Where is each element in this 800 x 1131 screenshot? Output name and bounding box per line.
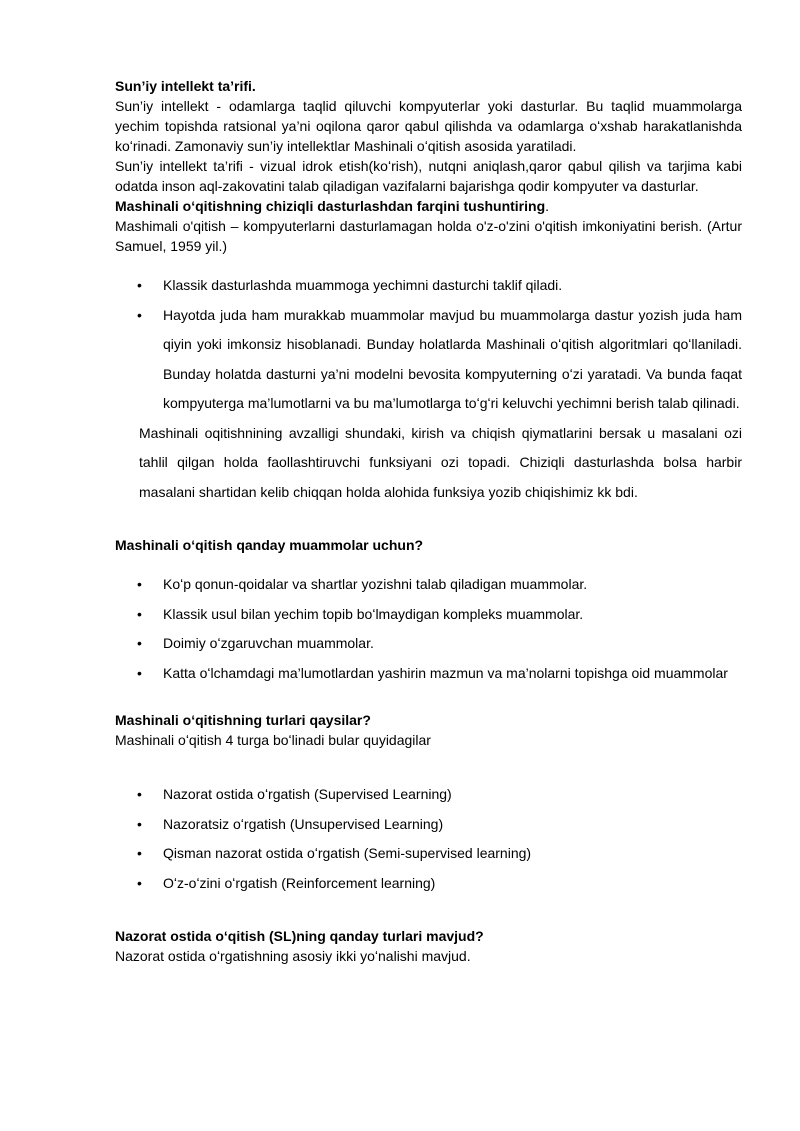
heading-ml-types: Mashinali oʻqitishning turlari qaysilar?	[115, 712, 371, 728]
paragraph-sl-types: Nazorat ostida oʻrgatishning asosiy ikki yoʻnalishi mavjud.	[115, 948, 471, 964]
list-item-text: Qisman nazorat ostida oʻrgatish (Semi-supervised learning)	[163, 845, 532, 861]
heading-ai-definition: Sun’iy intellekt ta’rifi.	[115, 78, 256, 94]
list-item-text: Nazoratsiz oʻrgatish (Unsupervised Learning)	[163, 815, 444, 832]
bullet-icon: •	[137, 874, 142, 891]
list-item	[115, 839, 742, 869]
heading-ml-problems: Mashinali oʻqitish qanday muammolar uchun?	[115, 537, 424, 553]
bullet-icon: •	[137, 845, 142, 861]
heading-ml-vs-programming	[115, 196, 742, 216]
list-item-text: Katta oʻlchamdagi ma’lumotlardan yashirin mazmun va ma’nolarni topishga oid muammolar	[163, 664, 728, 681]
list-item	[115, 659, 742, 689]
bullet-icon: •	[137, 277, 142, 293]
paragraph-ml-advantage: Mashinali oqitishnining avzalligi shundaki, kirish va chiqish qiymatlarini bersak u masalani ozi tahlil qilgan holda faollashtiruvchi funksiyani ozi topadi. Chiziqli dasturlashda bolsa harbir masalani shartidan kelib chiqqan holda alohida funksiya yozib chiqishimiz kk bdi.	[139, 424, 742, 500]
list-item	[115, 869, 742, 899]
heading-ml-vs-programming-text: Mashinali oʻqitishning chiziqli dasturlashdan farqini tushuntiring	[115, 198, 546, 214]
heading-sl-types: Nazorat ostida oʻqitish (SL)ning qanday turlari mavjud?	[115, 928, 484, 944]
list-item-text: Nazorat ostida oʻrgatish (Supervised Learning)	[163, 786, 452, 802]
list-item	[115, 271, 742, 301]
document-body	[115, 76, 742, 966]
bullet-icon: •	[137, 605, 142, 622]
list-item	[115, 600, 742, 630]
bullet-icon: •	[137, 635, 142, 651]
bullet-list-ml-types	[115, 780, 742, 898]
list-item-text: Klassik dasturlashda muammoga yechimni dasturchi taklif qiladi.	[163, 277, 563, 293]
list-item-text: Klassik usul bilan yechim topib boʻlmaydigan kompleks muammolar.	[163, 605, 584, 622]
bullet-icon: •	[137, 815, 142, 832]
bullet-list-ml-vs-programming	[115, 271, 742, 419]
list-item-text: Doimiy oʻzgaruvchan muammolar.	[163, 635, 374, 651]
list-item	[115, 780, 742, 810]
list-item-text: Koʻp qonun-qoidalar va shartlar yozishni talab qiladigan muammolar.	[163, 576, 588, 592]
paragraph-ml-types: Mashinali oʻqitish 4 turga boʻlinadi bular quyidagilar	[115, 732, 431, 748]
list-item	[115, 301, 742, 419]
bullet-icon: •	[137, 576, 142, 592]
list-item-text: Oʻz-oʻzini oʻrgatish (Reinforcement learning)	[163, 874, 436, 891]
bullet-list-ml-problems	[115, 570, 742, 688]
paragraph-ai-intro: Sun’iy intellekt - odamlarga taqlid qiluvchi kompyuterlar yoki dasturlar. Bu taqlid muammolarga yechim topishda ratsional ya’ni oqilona qaror qabul qilishda va odamlarga oʻxshab harakatlanishda koʻrinadi. Zamonaviy sun’iy intellektlar Mashinali oʻqitish asosida yaratiladi.	[115, 98, 742, 154]
list-item-text: Hayotda juda ham murakkab muammolar mavjud bu muammolarga dastur yozish juda ham qiyin yoki imkonsiz hisoblanadi. Bunday holatlarda Mashinali oʻqitish algoritmlari qoʻllaniladi. Bunday holatda dasturni ya’ni modelni bevosita kompyuterning oʻzi yaratadi. Va bunda faqat kompyuterga ma’lumotlarni va bu ma’lumotlarga toʻgʻri keluvchi yechimni berish talab qilinadi.	[163, 306, 742, 411]
list-item	[115, 570, 742, 600]
bullet-icon: •	[137, 306, 142, 323]
bullet-icon: •	[137, 664, 142, 681]
paragraph-ai-definition: Sun’iy intellekt ta’rifi - vizual idrok etish(koʻrish), nutqni aniqlash,qaror qabul qilish va tarjima kabi odatda inson aql-zakovatini talab qiladigan vazifalarni bajarishga qodir kompyuter va dasturlar.	[115, 158, 742, 194]
paragraph-ml-definition: Mashimali o'qitish – kompyuterlarni dasturlamagan holda o'z-o'zini o'qitish imkoniyatini berish. (Artur Samuel, 1959 yil.)	[115, 218, 742, 254]
heading-ml-vs-programming-suffix: .	[545, 198, 550, 214]
bullet-icon: •	[137, 786, 142, 802]
list-item	[115, 810, 742, 840]
list-item	[115, 629, 742, 659]
